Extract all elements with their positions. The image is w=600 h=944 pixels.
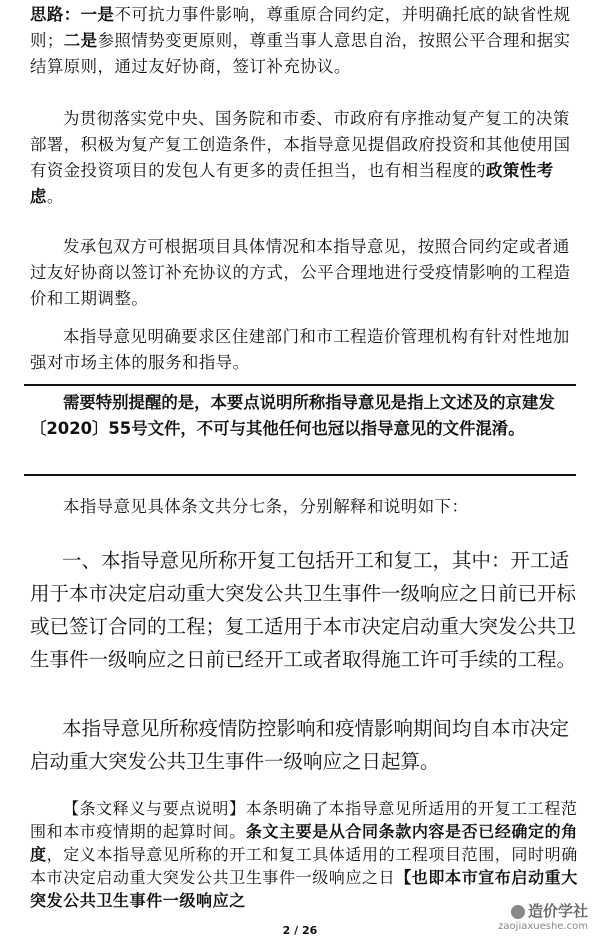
watermark-name: 造价学社: [527, 902, 588, 920]
logo-icon: [511, 905, 525, 919]
explain-label: 【条文释义与要点说明】: [63, 799, 246, 818]
page-number: 2 / 26: [282, 924, 318, 937]
paragraph-guidance: 本指导意见明确要求区住建部门和市工程造价管理机构有针对性地加强对市场主体的服务和指导。: [30, 327, 570, 372]
watermark-url: zaojiaxueshe.com: [498, 921, 588, 932]
paragraph-policy: [30, 106, 580, 210]
notice-box: [24, 384, 576, 476]
article-one: 一、本指导意见所称开复工包括开工和复工，其中：开工适用于本市决定启动重大突发公共卫生事件一级响应之日前已开标或已签订合同的工程；复工适用于本市决定启动重大突发公共卫生事件一级响应之日前已经开工或者取得施工许可手续的工程。: [30, 549, 577, 671]
text-second: 参照情势变更原则，尊重当事人意思自治，按照公平合理和据实结算原则，通过友好协商，签订补充协议。: [30, 31, 571, 76]
policy-bold: 政策性考虑: [30, 161, 554, 206]
explain-bold: 条文主要是从合同条款内容是否已经确定的角度: [30, 822, 578, 864]
policy-text: 为贯彻落实党中央、国务院和市委、市政府有序推动复产复工的决策部署，积极为复产复工创造条件，本指导意见提倡政府投资和其他使用国有资金投资项目的发包人有更多的责任担当，也有相当程度的: [30, 109, 571, 180]
paragraph-approach: [30, 2, 580, 80]
label-first: 一是: [80, 5, 115, 24]
policy-end: 。: [46, 187, 64, 206]
watermark-logo: [498, 900, 588, 921]
explain-text2: ，定义本指导意见所称的开工和复工具体适用的工程项目范围，同时明确本市决定启动重大突发公共卫生事件一级响应之日: [30, 845, 578, 887]
notice-text: 需要特别提醒的是，本要点说明所称指导意见是指上文述及的京建发〔2020〕55号文件，不可与其他任何也冠以指导意见的文件混淆。: [30, 393, 555, 438]
article-one-period: 本指导意见所称疫情防控影响和疫情影响期间均自本市决定启动重大突发公共卫生事件一级响应之日起算。: [30, 717, 570, 773]
explain-text1: 本条明确了本指导意见所适用的开复工工程范围和本市疫情期的起算时间。: [30, 799, 578, 841]
explain-bracket: 【也即本市宣布启动重大突发公共卫生事件一级响应之: [30, 868, 578, 910]
paragraph-adjustment: 发承包双方可根据项目具体情况和本指导意见，按照合同约定或者通过友好协商以签订补充协议的方式，公平合理地进行受疫情影响的工程造价和工期调整。: [30, 237, 571, 308]
article-explanation: [30, 797, 586, 912]
text-first: 不可抗力事件影响，尊重原合同约定，并明确托底的缺省性规则；: [30, 5, 571, 50]
label-second: 二是: [63, 31, 98, 50]
paragraph-intro: 本指导意见具体条文共分七条，分别解释和说明如下：: [63, 497, 469, 516]
label-approach: 思路：: [30, 5, 81, 24]
